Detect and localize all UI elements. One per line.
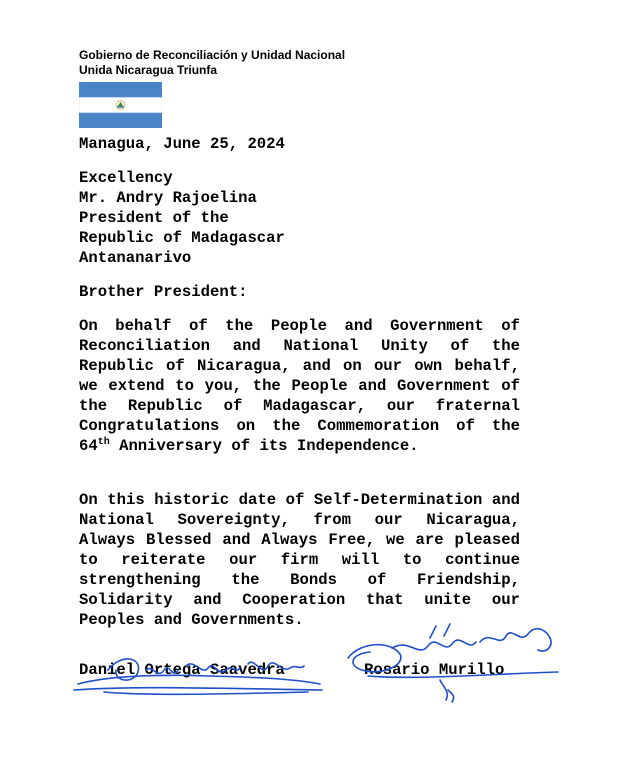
address-line: Antananarivo bbox=[79, 249, 192, 267]
address-line: Mr. Andry Rajoelina bbox=[79, 189, 257, 207]
letterhead-motto: Unida Nicaragua Triunfa bbox=[79, 63, 218, 77]
signatory-name-murillo: Rosario Murillo bbox=[364, 661, 505, 679]
recipient-address bbox=[79, 168, 285, 268]
nicaragua-flag-icon bbox=[79, 82, 162, 128]
letter-date: Managua, June 25, 2024 bbox=[79, 135, 285, 153]
signature-murillo bbox=[340, 618, 565, 708]
ordinal-suffix: th bbox=[97, 436, 110, 448]
paragraph1-text-end: Anniversary of its Independence. bbox=[109, 437, 419, 455]
paragraph-reiteration: On this historic date of Self-Determination and National Sovereignty, from our Nicaragua, Always Blessed and Always Free, we are pleased to reiterate our firm will to continue strengthening the Bonds of Friendship, Solidarity and Cooperation that unite our Peoples and Governments. bbox=[79, 491, 520, 629]
letterhead-government: Gobierno de Reconciliación y Unidad Nacional bbox=[79, 48, 346, 62]
signature-ortega bbox=[68, 640, 328, 700]
address-line: President of the bbox=[79, 209, 229, 227]
signatory-name-ortega: Daniel Ortega Saavedra bbox=[79, 661, 285, 679]
address-line: Republic of Madagascar bbox=[79, 229, 285, 247]
salutation: Brother President: bbox=[79, 283, 248, 301]
letterhead bbox=[79, 48, 345, 78]
address-line: Excellency bbox=[79, 169, 173, 187]
paragraph1-text: On behalf of the People and Government of Reconciliation and National Unity of the Republic of Nicaragua, and on our own behalf, we extend to you, the People and Government of the Republic of Madagascar, our fraternal Congratulations on the Commemoration of the 64 bbox=[79, 317, 520, 455]
paragraph-congratulations bbox=[79, 316, 520, 456]
